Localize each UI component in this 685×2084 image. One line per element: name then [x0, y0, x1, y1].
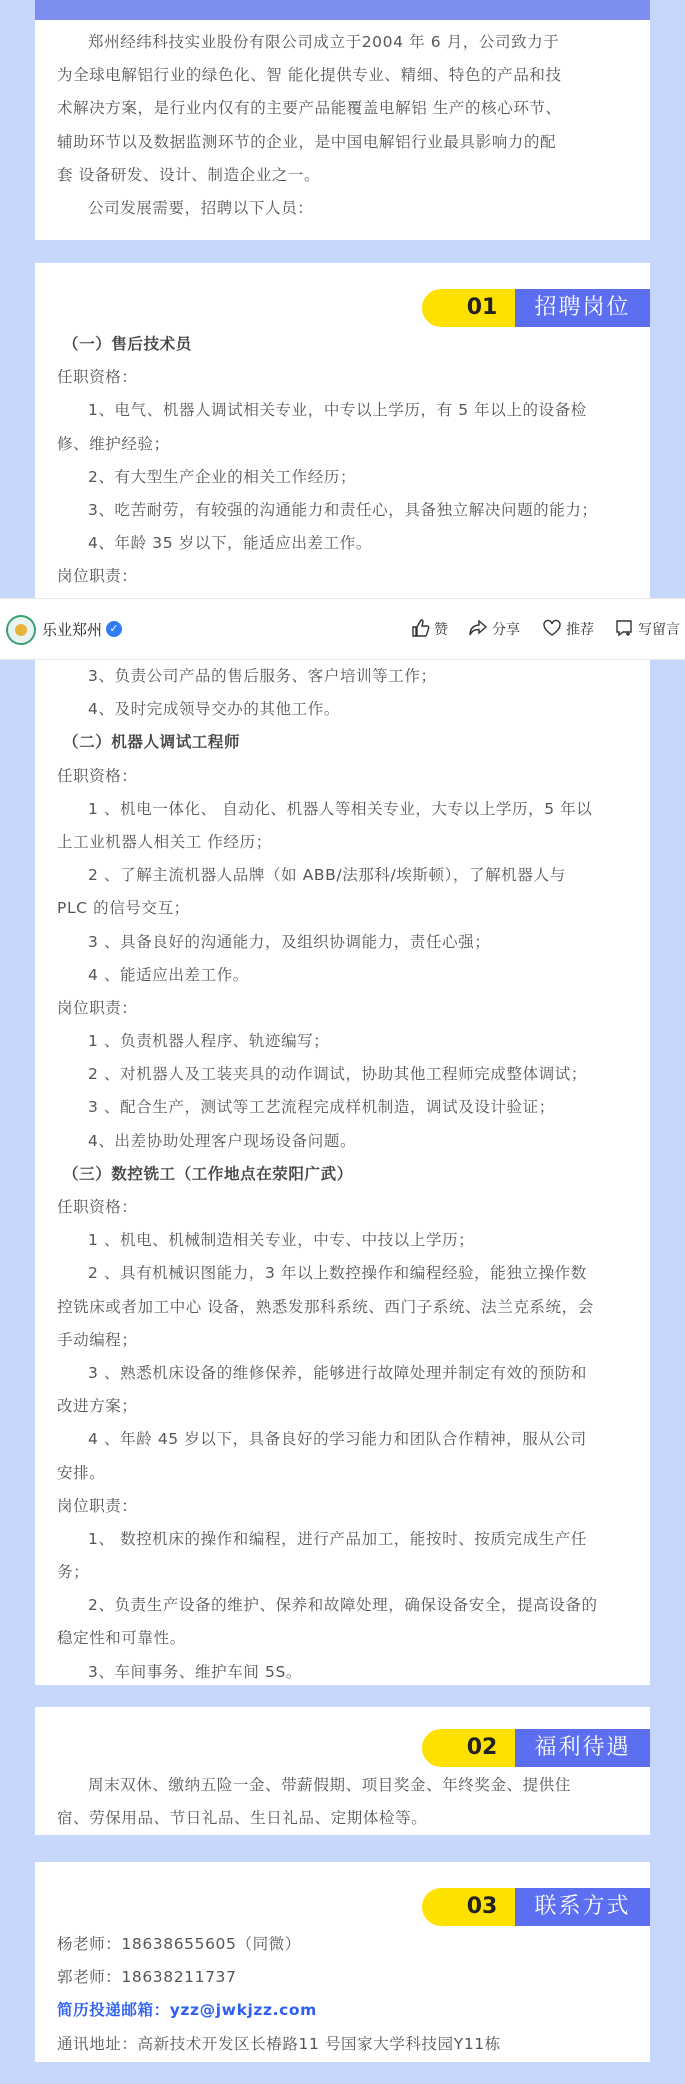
job-text: 4、年龄 35 岁以下，能适应出差工作。 — [88, 534, 372, 553]
section-number: 02 — [422, 1729, 542, 1767]
share-label: 分享 — [492, 622, 520, 638]
intro-card — [35, 20, 650, 240]
intro-line: 套 设备研发、设计、制造企业之一。 — [57, 165, 321, 184]
job-text: 1 、机电一体化、 自动化、机器人等相关专业，大专以上学历，5 年以 — [88, 799, 593, 818]
job-text: 务； — [57, 1563, 90, 1582]
section-badge-01 — [422, 289, 650, 327]
comment-icon — [614, 618, 634, 638]
section-badge-02 — [422, 1729, 650, 1767]
job-text: 1、电气、机器人调试相关专业，中专以上学历，有 5 年以上的设备检 — [88, 401, 587, 420]
benefits-text: 周末双休、缴纳五险一金、带薪假期、项目奖金、年终奖金、提供住 — [88, 1776, 572, 1794]
contact-yang: 杨老师：18638655605（同微） — [57, 1935, 301, 1953]
job-text: 4、及时完成领导交办的其他工作。 — [88, 700, 340, 719]
job-title: （二）机器人调试工程师 — [63, 733, 241, 752]
job-text: 改进方案； — [57, 1397, 138, 1416]
section-number: 01 — [422, 289, 542, 327]
intro-line: 辅助环节以及数据监测环节的企业，是中国电解铝行业最具影响力的配 — [57, 132, 557, 151]
intro-line: 术解决方案，是行业内仅有的主要产品能覆盖电解铝 生产的核心环节、 — [57, 99, 562, 118]
job-title: （三）数控铣工（工作地点在荥阳广武） — [63, 1164, 353, 1183]
account-avatar[interactable] — [6, 615, 36, 645]
job-text: 3 、配合生产，测试等工艺流程完成样机制造，调试及设计验证； — [88, 1098, 555, 1117]
jobs-card-continued — [35, 660, 650, 1685]
benefits-text: 宿、劳保用品、节日礼品、生日礼品、定期体检等。 — [57, 1809, 428, 1828]
share-icon — [468, 618, 488, 638]
contact-address: 通讯地址：高新技术开发区长椿路11 号国家大学科技园Y11栋 — [57, 2034, 501, 2053]
recommend-button[interactable] — [542, 618, 594, 639]
like-label: 赞 — [434, 622, 448, 638]
job-text: 1 、机电、机械制造相关专业，中专、中技以上学历； — [88, 1231, 475, 1250]
job-text: 3 、熟悉机床设备的维修保养，能够进行故障处理并制定有效的预防和 — [88, 1363, 587, 1382]
comment-label: 写留言 — [638, 622, 680, 638]
section-title: 联系方式 — [515, 1888, 650, 1926]
intro-line: 为全球电解铝行业的绿色化、智 能化提供专业、精细、特色的产品和技 — [57, 66, 562, 85]
job-text: 2、负责生产设备的维护、保养和故障处理，确保设备安全，提高设备的 — [88, 1596, 598, 1615]
job-text: 2、有大型生产企业的相关工作经历； — [88, 467, 357, 486]
job-text: 3、车间事务、维护车间 5S。 — [88, 1662, 302, 1681]
email-link[interactable]: yzz@jwkjzz.com — [169, 2001, 317, 2020]
job-text: 1、 数控机床的操作和编程，进行产品加工，能按时、按质完成生产任 — [88, 1529, 587, 1548]
job-text: PLC 的信号交互； — [57, 899, 190, 918]
benefits-card — [35, 1707, 650, 1835]
job-text: 岗位职责： — [57, 998, 138, 1017]
job-text: 2 、具有机械识图能力，3 年以上数控操作和编程经验，能独立操作数 — [88, 1264, 587, 1283]
contact-guo: 郭老师：18638211737 — [57, 1968, 237, 1987]
intro-line: 郑州经纬科技实业股份有限公司成立于2004 年 6 月，公司致力于 — [88, 33, 560, 51]
job-text: 手动编程； — [57, 1330, 138, 1349]
section-title: 招聘岗位 — [515, 289, 650, 327]
recommend-label: 推荐 — [566, 622, 594, 638]
job-text: 上工业机器人相关工 作经历； — [57, 832, 272, 851]
account-name[interactable]: 乐业郑州 — [42, 621, 103, 639]
job-text: 4、出差协助处理客户现场设备问题。 — [88, 1131, 357, 1150]
job-text: 3、吃苦耐劳，有较强的沟通能力和责任心，具备独立解决问题的能力； — [88, 500, 598, 519]
email-row — [57, 1994, 628, 2027]
job-text: 任职资格： — [57, 1198, 138, 1216]
intro-line: 公司发展需要，招聘以下人员： — [88, 198, 314, 217]
contact-card — [35, 1862, 650, 2062]
job-title: （一）售后技术员 — [63, 335, 192, 353]
jobs-card — [35, 263, 650, 598]
job-text: 控铣床或者加工中心 设备，熟悉发那科系统、西门子系统、法兰克系统，会 — [57, 1297, 594, 1316]
job-text: 2 、了解主流机器人品牌（如 ABB/法那科/埃斯顿），了解机器人与 — [88, 866, 566, 885]
job-text: 岗位职责： — [57, 567, 138, 586]
article-action-bar — [0, 598, 685, 660]
section-number: 03 — [422, 1888, 542, 1926]
heart-icon — [542, 618, 562, 638]
job-text: 稳定性和可靠性。 — [57, 1629, 186, 1648]
job-text: 1 、负责机器人程序、轨迹编写； — [88, 1032, 330, 1051]
share-button[interactable] — [468, 618, 520, 639]
job-text: 任职资格： — [57, 368, 138, 387]
email-label: 简历投递邮箱： — [57, 2001, 170, 2020]
thumbs-up-icon — [410, 618, 430, 638]
job-text: 修、维护经验； — [57, 434, 170, 453]
section-title: 福利待遇 — [515, 1729, 650, 1767]
like-button[interactable] — [410, 618, 448, 639]
job-text: 3 、具备良好的沟通能力，及组织协调能力，责任心强； — [88, 932, 491, 951]
job-text: 3、负责公司产品的售后服务、客户培训等工作； — [88, 667, 437, 685]
job-text: 岗位职责： — [57, 1496, 138, 1515]
job-text: 任职资格： — [57, 766, 138, 785]
comment-button[interactable] — [614, 618, 680, 639]
job-text: 4 、年龄 45 岁以下，具备良好的学习能力和团队合作精神，服从公司 — [88, 1430, 587, 1449]
verified-icon: ✓ — [106, 621, 122, 637]
job-text: 4 、能适应出差工作。 — [88, 965, 249, 984]
section-badge-03 — [422, 1888, 650, 1926]
top-strip — [0, 0, 685, 20]
job-text: 安排。 — [57, 1463, 106, 1482]
job-text: 2 、对机器人及工装夹具的动作调试，协助其他工程师完成整体调试； — [88, 1065, 587, 1084]
